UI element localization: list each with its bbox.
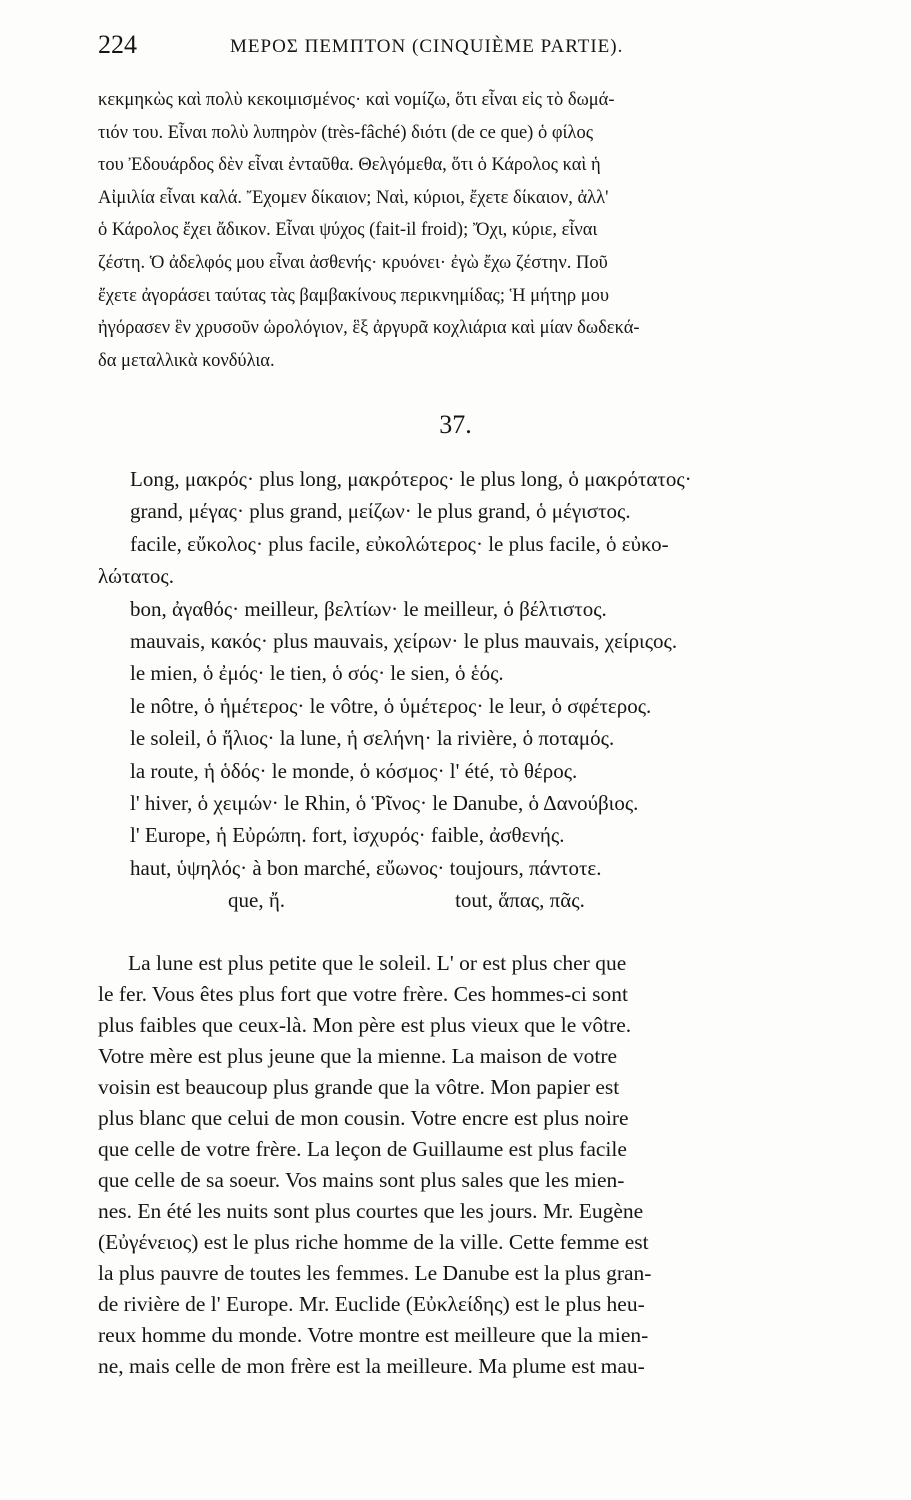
exercise-line: ne, mais celle de mon frère est la meilleure. Ma plume est mau- bbox=[98, 1354, 645, 1378]
vocab-line: λώτατος. bbox=[98, 564, 174, 589]
exercise-line: (Εὐγένειος) est le plus riche homme de la ville. Cette femme est bbox=[98, 1230, 649, 1254]
paragraph-line: κεκμηκὼς καὶ πολὺ κεκοιμισμένος· καὶ νομίζω, ὅτι εἶναι εἰς τὸ δωμά- bbox=[98, 90, 615, 110]
vocab-line: l' Europe, ἡ Εὐρώπη. fort, ἰσχυρός· faible, ἀσθενής. bbox=[130, 823, 565, 848]
greek-paragraph bbox=[98, 84, 820, 377]
exercise-line: reux homme du monde. Votre montre est meilleure que la mien- bbox=[98, 1323, 649, 1347]
page-header bbox=[98, 30, 818, 70]
vocabulary-list bbox=[98, 463, 820, 917]
paragraph-line: ἠγόρασεν ἓν χρυσοῦν ὡρολόγιον, ἓξ ἀργυρᾶ κοχλιάρια καὶ μίαν δωδεκά- bbox=[98, 318, 640, 339]
exercise-line: que celle de votre frère. La leçon de Guillaume est plus facile bbox=[98, 1137, 627, 1161]
vocab-line: la route, ἡ ὁδός· le monde, ὁ κόσμος· l' été, τὸ θέρος. bbox=[130, 758, 578, 783]
vocab-entry-tout: tout, ἅπας, πᾶς. bbox=[455, 888, 585, 913]
paragraph-line: ἔχετε ἀγοράσει ταύτας τὰς βαμβακίνους περικνημίδας; Ἡ μήτηρ μου bbox=[98, 285, 610, 306]
paragraph-line: δα μεταλλικὰ κονδύλια. bbox=[98, 350, 275, 371]
vocab-entry-que: que, ἤ. bbox=[228, 888, 286, 913]
paragraph-line: ὁ Κάρολος ἔχει ἄδικον. Εἶναι ψύχος (fait-il froid); Ὄχι, κύριε, εἶναι bbox=[98, 220, 598, 241]
exercise-line: le fer. Vous êtes plus fort que votre frère. Ces hommes-ci sont bbox=[98, 982, 629, 1006]
exercise-line: la plus pauvre de toutes les femmes. Le Danube est la plus gran- bbox=[98, 1261, 652, 1285]
vocab-line: haut, ὑψηλός· à bon marché, εὔωνος· toujours, πάντοτε. bbox=[130, 855, 602, 880]
vocab-line: le soleil, ὁ ἥλιος· la lune, ἡ σελήνη· la rivière, ὁ ποταμός. bbox=[130, 726, 615, 751]
vocab-line: Long, μακρός· plus long, μακρότερος· le plus long, ὁ μακρότατος· bbox=[130, 467, 692, 491]
paragraph-line: ζέστη. Ὁ ἀδελφός μου εἶναι ἀσθενής· κρυόνει· ἐγὼ ἔχω ζέστην. Ποῦ bbox=[98, 252, 608, 273]
paragraph-line: του Ἐδουάρδος δὲν εἶναι ἐνταῦθα. Θελγόμεθα, ὅτι ὁ Κάρολος καὶ ἡ bbox=[98, 155, 601, 176]
exercise-line: Votre mère est plus jeune que la mienne. La maison de votre bbox=[98, 1044, 618, 1068]
exercise-line: de rivière de l' Europe. Mr. Euclide (Εὐκλείδης) est le plus heu- bbox=[98, 1292, 645, 1316]
exercise-line: que celle de sa soeur. Vos mains sont plus sales que les mien- bbox=[98, 1168, 625, 1192]
vocab-line: le nôtre, ὁ ἡμέτερος· le vôtre, ὁ ὑμέτερος· le leur, ὁ σφέτερος. bbox=[130, 693, 652, 718]
exercise-line: plus blanc que celui de mon cousin. Votre encre est plus noire bbox=[98, 1106, 629, 1130]
vocab-line: bon, ἀγαθός· meilleur, βελτίων· le meilleur, ὁ βέλτιστος. bbox=[130, 596, 607, 621]
vocab-line: grand, μέγας· plus grand, μείζων· le plus grand, ὁ μέγιστος. bbox=[130, 499, 631, 524]
vocab-line: le mien, ὁ ἐμός· le tien, ὁ σός· le sien, ὁ ἑός. bbox=[130, 661, 504, 686]
paragraph-line: τιόν του. Εἶναι πολὺ λυπηρὸν (très-fâché) διότι (de ce que) ὁ φίλος bbox=[98, 122, 594, 143]
vocab-line: facile, εὔκολος· plus facile, εὐκολώτερος· le plus facile, ὁ εὐκο- bbox=[130, 531, 669, 556]
exercise-line: La lune est plus petite que le soleil. L' or est plus cher que bbox=[128, 951, 627, 975]
vocab-line: mauvais, κακός· plus mauvais, χείρων· le plus mauvais, χείριςος. bbox=[130, 629, 678, 654]
running-head: ΜΕΡΟΣ ΠΕΜΠΤΟΝ (CINQUIÈME PARTIE). bbox=[230, 36, 624, 57]
vocab-line bbox=[98, 884, 820, 916]
paragraph-line: Αἰμιλία εἶναι καλά. Ἔχομεν δίκαιον; Ναὶ, κύριοι, ἔχετε δίκαιον, ἀλλ' bbox=[98, 187, 609, 208]
page-number: 224 bbox=[98, 30, 137, 59]
exercise-line: plus faibles que ceux-là. Mon père est plus vieux que le vôtre. bbox=[98, 1013, 632, 1037]
exercise-line: nes. En été les nuits sont plus courtes que les jours. Mr. Eugène bbox=[98, 1199, 644, 1223]
exercise-paragraph bbox=[98, 948, 820, 1382]
vocab-line: l' hiver, ὁ χειμών· le Rhin, ὁ Ῥῖνος· le Danube, ὁ Δανούβιος. bbox=[130, 791, 639, 816]
exercise-line: voisin est beaucoup plus grande que la vôtre. Mon papier est bbox=[98, 1075, 620, 1099]
section-number: 37. bbox=[439, 410, 472, 439]
